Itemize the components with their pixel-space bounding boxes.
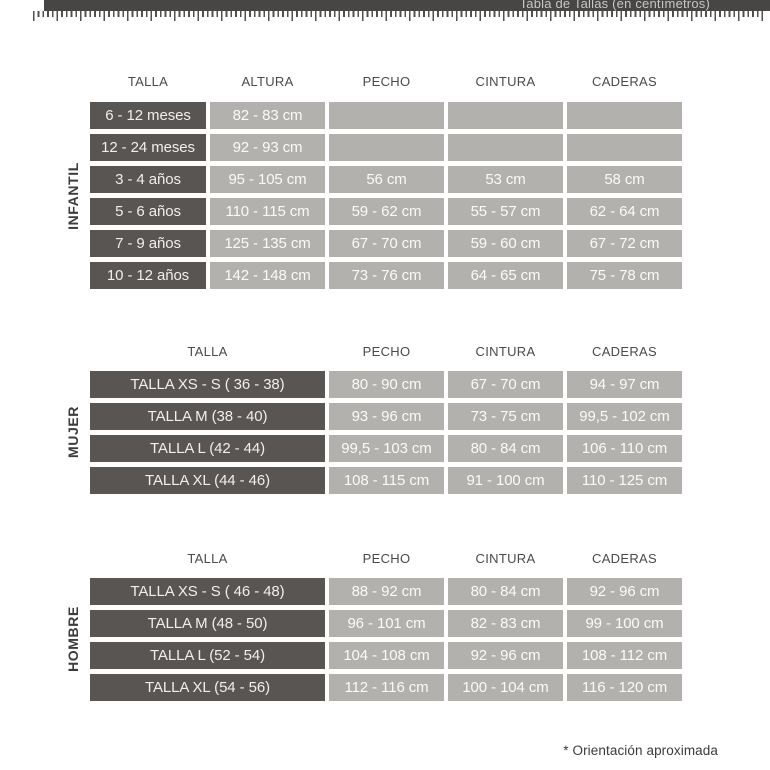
- size-cell: TALLA XS - S ( 36 - 38): [90, 371, 325, 398]
- measure-cell: 99 - 100 cm: [567, 610, 682, 637]
- measure-cell: 82 - 83 cm: [210, 102, 325, 129]
- column-header: PECHO: [362, 551, 411, 566]
- size-cell: TALLA M (48 - 50): [90, 610, 325, 637]
- measure-cell: 112 - 116 cm: [329, 674, 444, 701]
- measure-cell: 99,5 - 102 cm: [567, 403, 682, 430]
- ruler-bar: [44, 0, 770, 11]
- measure-cell: 64 - 65 cm: [448, 262, 563, 289]
- measure-cell: 73 - 75 cm: [448, 403, 563, 430]
- measure-cell: 93 - 96 cm: [329, 403, 444, 430]
- measure-cell: 88 - 92 cm: [329, 578, 444, 605]
- measure-cell: 104 - 108 cm: [329, 642, 444, 669]
- measure-cell: 67 - 72 cm: [567, 230, 682, 257]
- measure-cell: 100 - 104 cm: [448, 674, 563, 701]
- measure-cell: 55 - 57 cm: [448, 198, 563, 225]
- measure-cell: 106 - 110 cm: [567, 435, 682, 462]
- size-cell: TALLA XL (54 - 56): [90, 674, 325, 701]
- measure-cell: 92 - 96 cm: [448, 642, 563, 669]
- measure-cell: 108 - 112 cm: [567, 642, 682, 669]
- measure-cell: 59 - 60 cm: [448, 230, 563, 257]
- table-infantil: [90, 102, 682, 289]
- column-header: CINTURA: [475, 74, 536, 89]
- measure-cell: [567, 102, 682, 129]
- column-header: CINTURA: [475, 551, 536, 566]
- measure-cell: [329, 102, 444, 129]
- measure-cell: 125 - 135 cm: [210, 230, 325, 257]
- measure-cell: [329, 134, 444, 161]
- size-cell: TALLA L (52 - 54): [90, 642, 325, 669]
- size-cell: 5 - 6 años: [90, 198, 206, 225]
- measure-cell: 96 - 101 cm: [329, 610, 444, 637]
- size-cell: 7 - 9 años: [90, 230, 206, 257]
- measure-cell: [567, 134, 682, 161]
- size-cell: 6 - 12 meses: [90, 102, 206, 129]
- side-label-mujer: MUJER: [65, 406, 81, 459]
- column-header: CINTURA: [475, 344, 536, 359]
- measure-cell: 80 - 90 cm: [329, 371, 444, 398]
- side-label-hombre: HOMBRE: [65, 606, 81, 672]
- measure-cell: 91 - 100 cm: [448, 467, 563, 494]
- measure-cell: 67 - 70 cm: [448, 371, 563, 398]
- measure-cell: 80 - 84 cm: [448, 435, 563, 462]
- size-cell: TALLA XL (44 - 46): [90, 467, 325, 494]
- column-header: ALTURA: [241, 74, 294, 89]
- measure-cell: 92 - 96 cm: [567, 578, 682, 605]
- table-hombre: [90, 578, 682, 701]
- ruler-ticks-icon: [33, 11, 765, 23]
- measure-cell: 110 - 125 cm: [567, 467, 682, 494]
- measure-cell: 80 - 84 cm: [448, 578, 563, 605]
- table-mujer: [90, 371, 682, 494]
- measure-cell: 142 - 148 cm: [210, 262, 325, 289]
- column-headers-mujer: [90, 344, 682, 359]
- measure-cell: [448, 134, 563, 161]
- measure-cell: 94 - 97 cm: [567, 371, 682, 398]
- measure-cell: 56 cm: [329, 166, 444, 193]
- measure-cell: 82 - 83 cm: [448, 610, 563, 637]
- measure-cell: 67 - 70 cm: [329, 230, 444, 257]
- side-label-infantil: INFANTIL: [65, 162, 81, 230]
- measure-cell: 110 - 115 cm: [210, 198, 325, 225]
- size-cell: TALLA L (42 - 44): [90, 435, 325, 462]
- measure-cell: 99,5 - 103 cm: [329, 435, 444, 462]
- size-cell: 12 - 24 meses: [90, 134, 206, 161]
- measure-cell: 95 - 105 cm: [210, 166, 325, 193]
- column-header: PECHO: [362, 344, 411, 359]
- column-header: TALLA: [187, 344, 228, 359]
- measure-cell: 108 - 115 cm: [329, 467, 444, 494]
- measure-cell: 62 - 64 cm: [567, 198, 682, 225]
- measure-cell: 53 cm: [448, 166, 563, 193]
- column-header: TALLA: [127, 74, 169, 89]
- page-title: Tabla de Tallas (en centímetros): [519, 0, 710, 11]
- measure-cell: 92 - 93 cm: [210, 134, 325, 161]
- measure-cell: 116 - 120 cm: [567, 674, 682, 701]
- column-header: TALLA: [187, 551, 228, 566]
- measure-cell: 59 - 62 cm: [329, 198, 444, 225]
- size-cell: 10 - 12 años: [90, 262, 206, 289]
- column-header: CADERAS: [592, 551, 657, 566]
- measure-cell: 58 cm: [567, 166, 682, 193]
- column-header: CADERAS: [592, 344, 657, 359]
- column-header: PECHO: [362, 74, 411, 89]
- column-header: CADERAS: [592, 74, 657, 89]
- size-cell: 3 - 4 años: [90, 166, 206, 193]
- size-cell: TALLA XS - S ( 46 - 48): [90, 578, 325, 605]
- footnote: * Orientación aproximada: [563, 743, 718, 758]
- column-headers-hombre: [90, 551, 682, 566]
- measure-cell: 75 - 78 cm: [567, 262, 682, 289]
- measure-cell: [448, 102, 563, 129]
- column-headers-infantil: [90, 74, 682, 89]
- measure-cell: 73 - 76 cm: [329, 262, 444, 289]
- size-cell: TALLA M (38 - 40): [90, 403, 325, 430]
